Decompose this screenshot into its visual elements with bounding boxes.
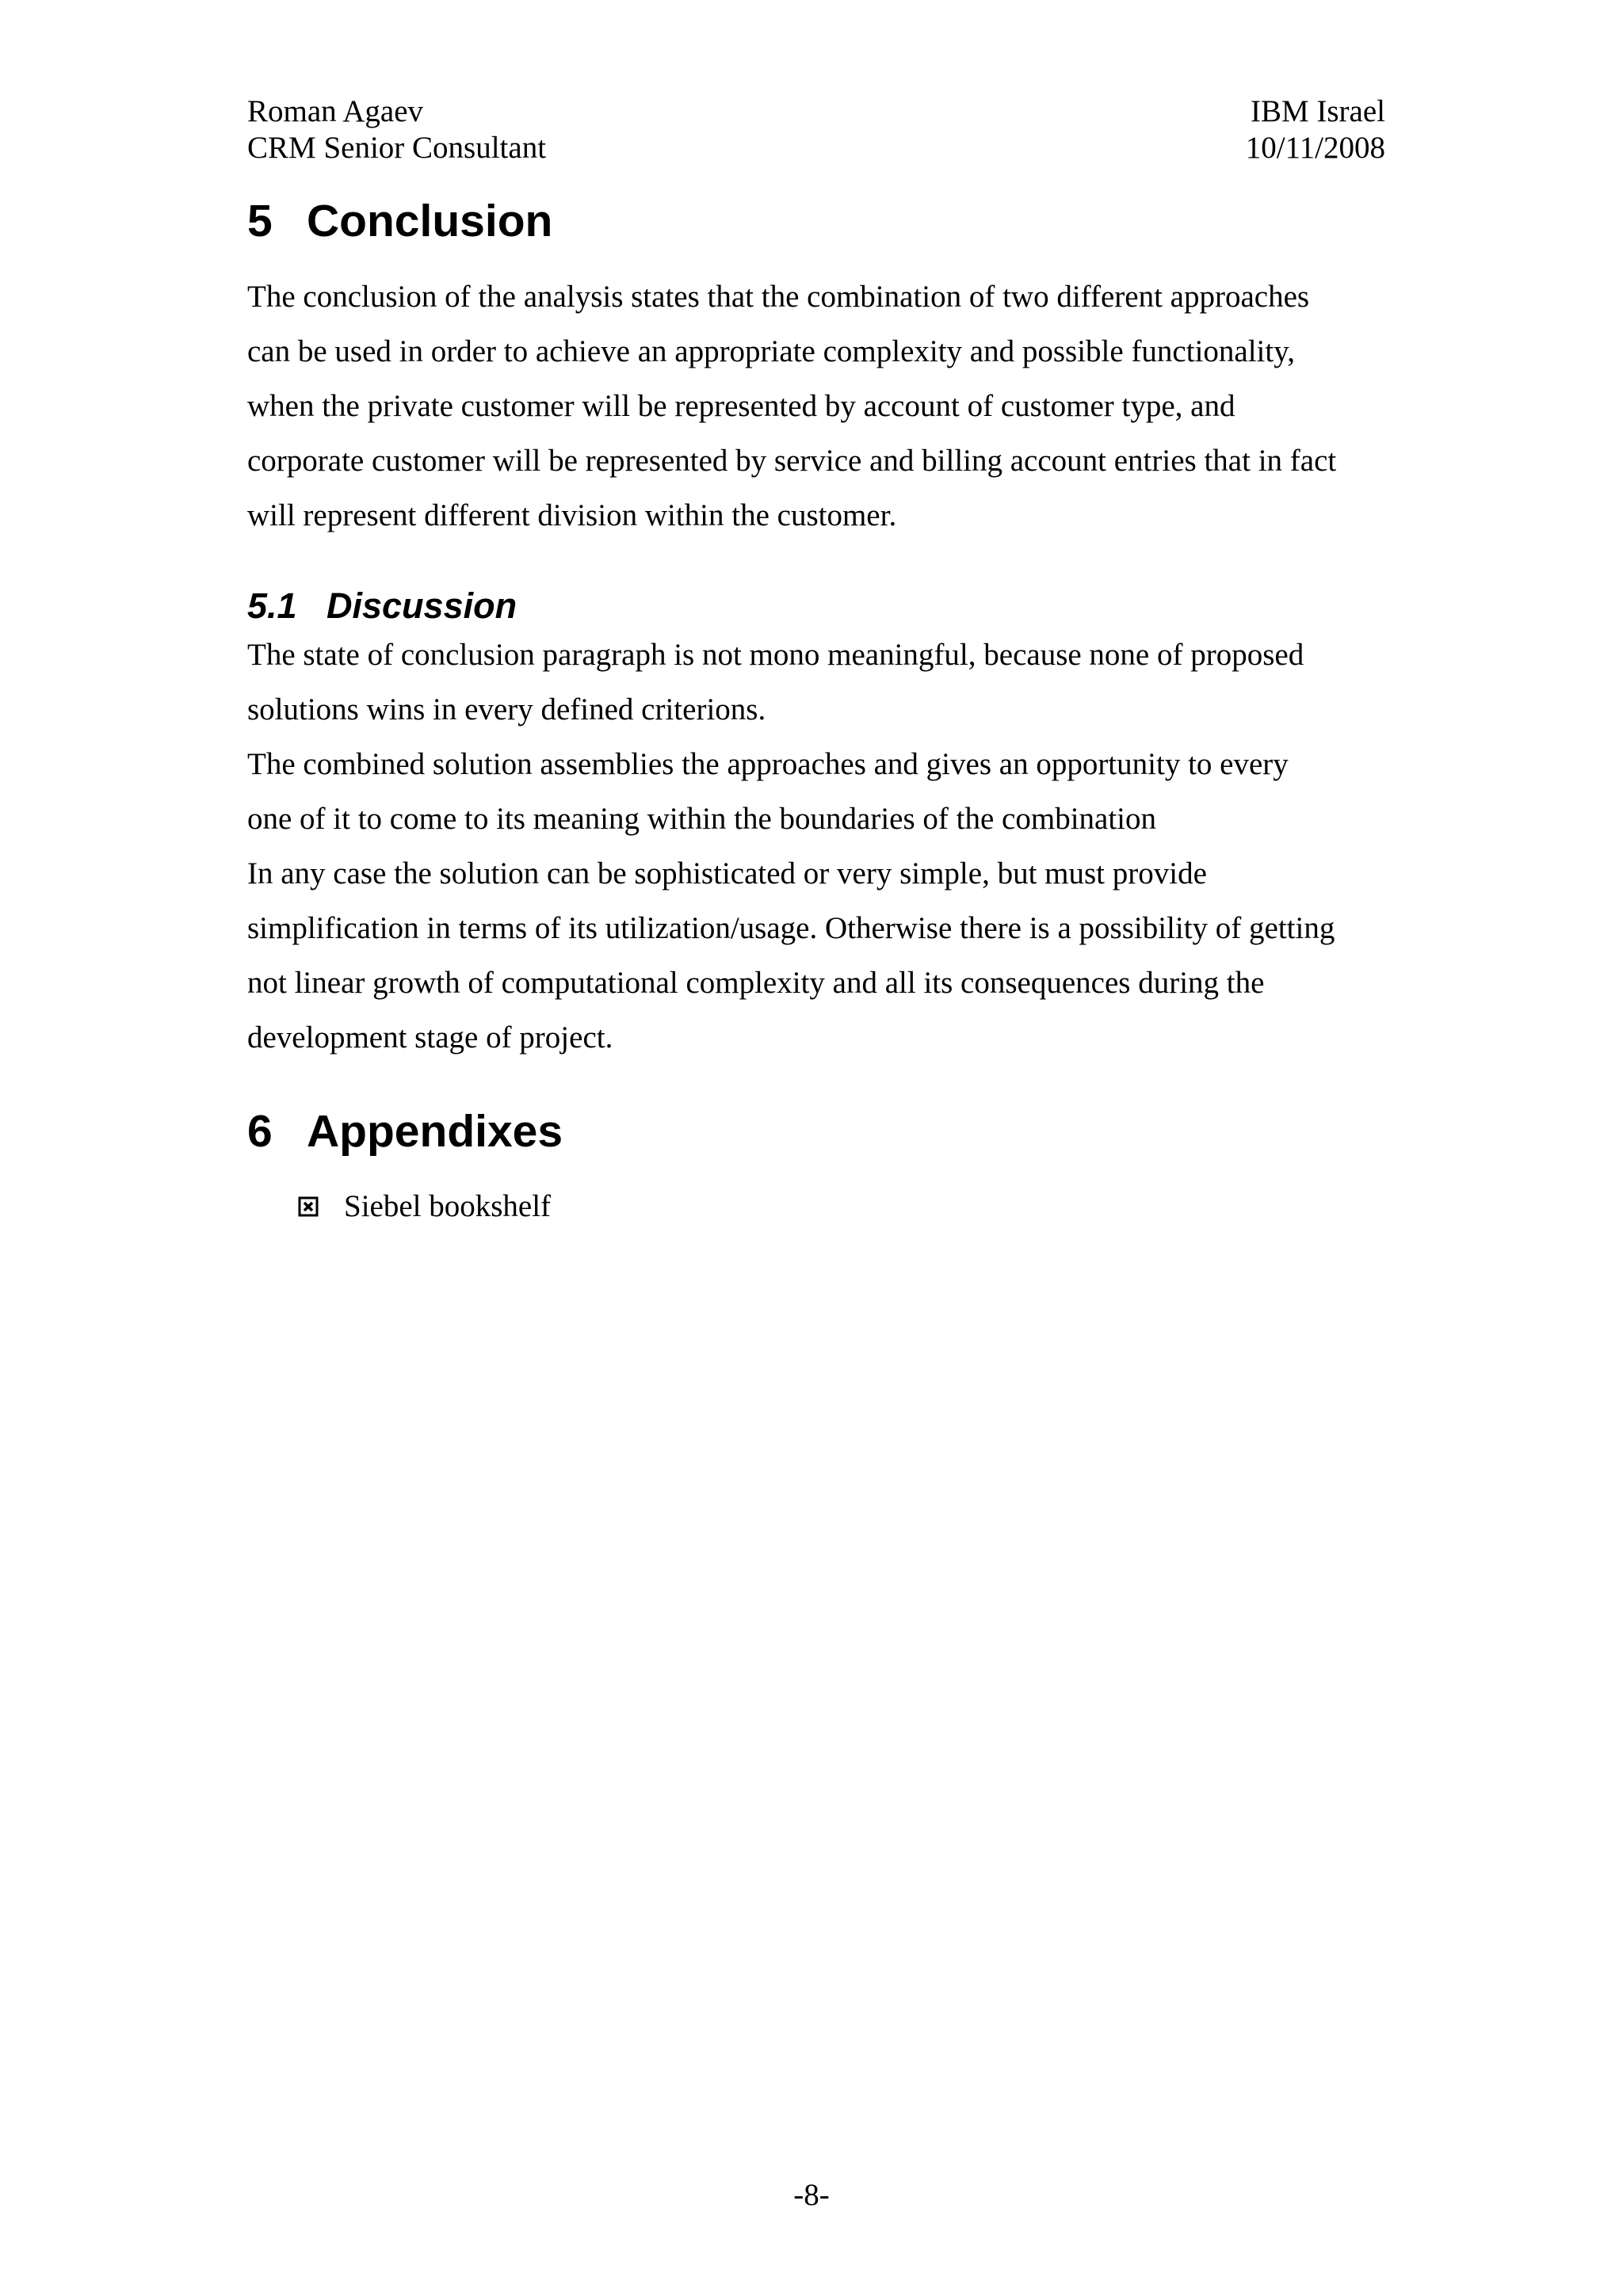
paragraph-line: when the private customer will be represented by account of customer type, and <box>247 389 1235 423</box>
heading-discussion-number: 5.1 <box>247 585 297 626</box>
paragraph-line: one of it to come to its meaning within the boundaries of the combination <box>247 802 1157 836</box>
checkbox-x-icon <box>298 1196 319 1217</box>
header-role: CRM Senior Consultant <box>247 131 547 165</box>
appendix-item-label: Siebel bookshelf <box>344 1189 552 1223</box>
appendix-item <box>298 1187 551 1226</box>
header-right <box>1246 93 1385 166</box>
header-date: 10/11/2008 <box>1245 131 1385 165</box>
paragraph-line: can be used in order to achieve an appropriate complexity and possible functionality, <box>247 334 1295 368</box>
paragraph-line: not linear growth of computational complexity and all its consequences during the <box>247 966 1265 1000</box>
paragraph-line: corporate customer will be represented by service and billing account entries that in fact <box>247 444 1337 478</box>
paragraph-line: will represent different division within the customer. <box>247 498 897 532</box>
conclusion-paragraph <box>247 269 1404 543</box>
heading-conclusion <box>247 194 552 248</box>
header-left <box>247 93 546 166</box>
paragraph-line: The state of conclusion paragraph is not mono meaningful, because none of proposed <box>247 638 1304 672</box>
heading-discussion <box>247 585 517 627</box>
heading-appendixes-title: Appendixes <box>307 1106 563 1157</box>
heading-conclusion-title: Conclusion <box>307 196 553 246</box>
header-company: IBM Israel <box>1250 94 1385 128</box>
paragraph-line: The combined solution assemblies the approaches and gives an opportunity to every <box>247 747 1289 781</box>
paragraph-line: development stage of project. <box>247 1020 613 1055</box>
paragraph-line: The conclusion of the analysis states that the combination of two different approaches <box>247 280 1310 314</box>
paragraph-line: simplification in terms of its utilization/usage. Otherwise there is a possibility of getting <box>247 911 1335 945</box>
page-number: -8- <box>793 2178 830 2212</box>
heading-discussion-title: Discussion <box>327 585 517 626</box>
heading-conclusion-number: 5 <box>247 196 273 246</box>
paragraph-line: In any case the solution can be sophisticated or very simple, but must provide <box>247 856 1207 891</box>
heading-appendixes <box>247 1104 563 1158</box>
header-author: Roman Agaev <box>247 94 424 128</box>
heading-appendixes-number: 6 <box>247 1106 273 1157</box>
discussion-paragraph <box>247 627 1404 1065</box>
paragraph-line: solutions wins in every defined criterions. <box>247 692 766 727</box>
